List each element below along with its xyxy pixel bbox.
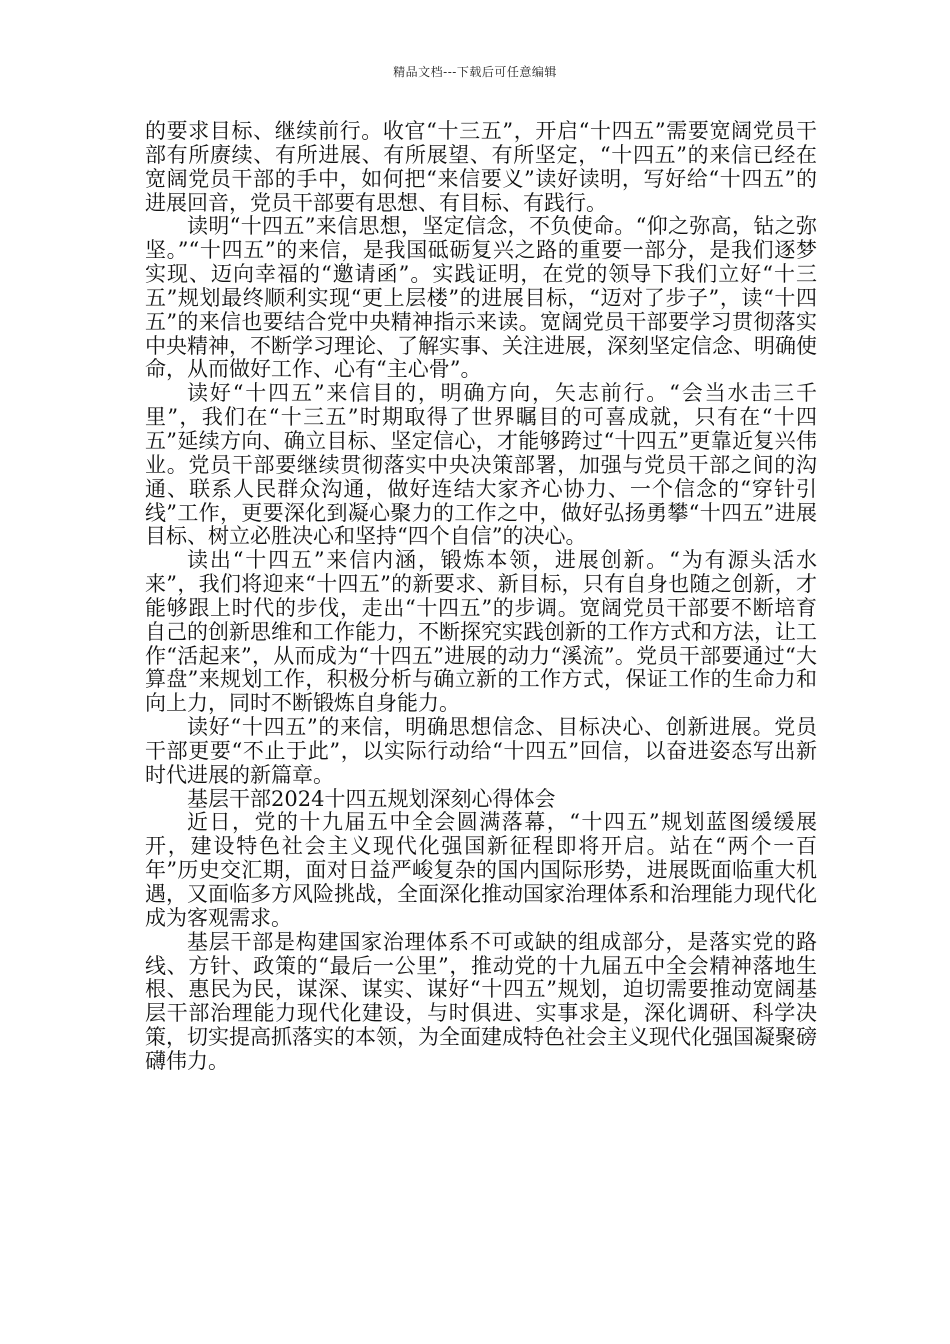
paragraph: 读好“十四五”来信目的，明确方向，矢志前行。“会当水击三千里”，我们在“十三五”时期取得了世界瞩目的可喜成就，只有在“十四五”延续方向、确立目标、坚定信心，才能够跨过“十四五”更靠近复兴伟业。党员干部要继续贯彻落实中央决策部署，加强与党员干部之间的沟通、联系人民群众沟通，做好连结大家齐心协力、一个信念的“穿针引线”工作，更要深化到凝心聚力的工作之中，做好弘扬勇攀“十四五”进展目标、树立必胜决心和坚持“四个自信”的决心。: [145, 381, 817, 549]
document-body: [145, 120, 817, 1074]
section-heading: 基层干部2024十四五规划深刻心得体会: [187, 786, 556, 811]
paragraph: 读出“十四五”来信内涵，锻炼本领，进展创新。“为有源头活水来”，我们将迎来“十四五”的新要求、新目标，只有自身也随之创新，才能够跟上时代的步伐，走出“十四五”的步调。宽阔党员干部要不断培育自己的创新思维和工作能力，不断探究实践创新的工作方式和方法，让工作“活起来”，从而成为“十四五”进展的动力“溪流”。党员干部要通过“大算盘”来规划工作，积极分析与确立新的工作方式，保证工作的生命力和向上力，同时不断锻炼自身能力。: [145, 548, 817, 716]
paragraph: 读明“十四五”来信思想，坚定信念，不负使命。“仰之弥高，钻之弥坚。”“十四五”的来信，是我国砥砺复兴之路的重要一部分，是我们逐梦实现、迈向幸福的“邀请函”。实践证明，在党的领导下我们立好“十三五”规划最终顺利实现“更上层楼”的进展目标，“迈对了步子”，读“十四五”的来信也要结合党中央精神指示来读。宽阔党员干部要学习贯彻落实中央精神，不断学习理论、了解实事、关注进展，深刻坚定信念、明确使命，从而做好工作、心有“主心骨”。: [145, 214, 817, 382]
page-header: 精品文档---下载后可任意编辑: [393, 65, 557, 79]
paragraph: 读好“十四五”的来信，明确思想信念、目标决心、创新进展。党员干部更要“不止于此”，以实际行动给“十四五”回信，以奋进姿态写出新时代进展的新篇章。: [145, 715, 817, 787]
paragraph: 的要求目标、继续前行。收官“十三五”，开启“十四五”需要宽阔党员干部有所赓续、有所进展、有所展望、有所坚定，“十四五”的来信已经在宽阔党员干部的手中，如何把“来信要义”读好读明，写好给“十四五”的进展回音，党员干部要有思想、有目标、有践行。: [145, 119, 817, 215]
paragraph: 近日，党的十九届五中全会圆满落幕，“十四五”规划蓝图缓缓展开，建设特色社会主义现代化强国新征程即将开启。站在“两个一百年”历史交汇期，面对日益严峻复杂的国内国际形势，进展既面临重大机遇，又面临多方风险挑战，全面深化推动国家治理体系和治理能力现代化成为客观需求。: [145, 810, 817, 930]
paragraph: 基层干部是构建国家治理体系不可或缺的组成部分，是落实党的路线、方针、政策的“最后一公里”，推动党的十九届五中全会精神落地生根、惠民为民，谋深、谋实、谋好“十四五”规划，迫切需要推动宽阔基层干部治理能力现代化建设，与时俱进、实事求是，深化调研、科学决策，切实提高抓落实的本领，为全面建成特色社会主义现代化强国凝聚磅礴伟力。: [145, 929, 817, 1073]
